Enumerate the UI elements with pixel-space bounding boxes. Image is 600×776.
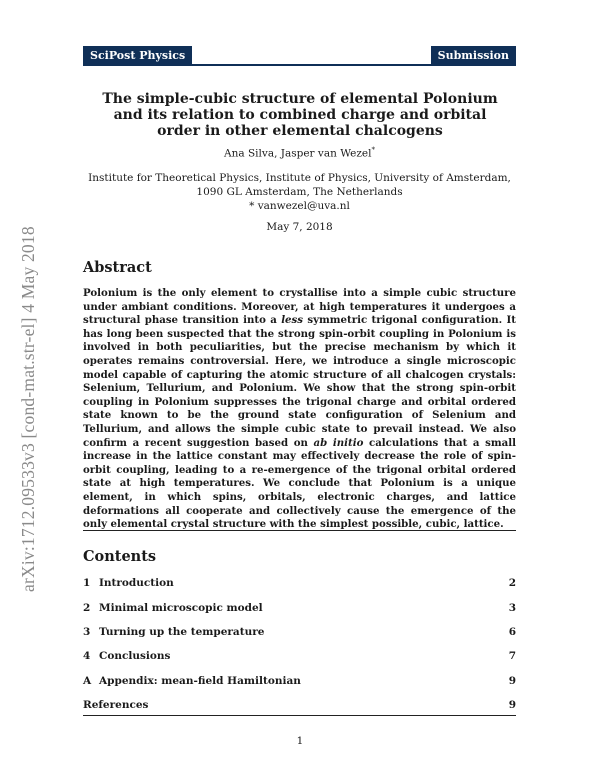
toc-page: 3	[508, 601, 516, 614]
paper-title: The simple-cubic structure of elemental Polonium and its relation to combined charge and orbital order in other elemental chalcogens	[102, 91, 498, 139]
contact-email: * vanwezel@uva.nl	[249, 200, 350, 212]
abstract-body	[83, 287, 516, 532]
paper-date: May 7, 2018	[266, 221, 333, 233]
toc-entry-model[interactable]	[83, 595, 516, 619]
abstract-heading: Abstract	[83, 259, 152, 276]
affiliation-line-1: Institute for Theoretical Physics, Institute of Physics, University of Amsterdam,	[88, 172, 511, 184]
journal-badge: SciPost Physics	[83, 46, 192, 66]
abstract-part-1: Polonium is the only element to crystallise into a simple cubic structure under ambiant conditions. Moreover, at high temperatures it undergoes a structural phase transition into a	[83, 287, 516, 327]
toc-page: 2	[508, 577, 516, 590]
abstract-emphasis-2: ab initio	[313, 436, 364, 449]
toc-title: Turning up the temperature	[99, 625, 265, 638]
toc-entry-appendix[interactable]	[83, 669, 516, 693]
affiliation	[83, 171, 516, 213]
abstract-emphasis-1: less	[281, 314, 304, 327]
toc-number: 4	[83, 650, 91, 663]
affiliation-line-2: 1090 GL Amsterdam, The Netherlands	[196, 186, 403, 198]
toc-title: Appendix: mean-field Hamiltonian	[99, 674, 301, 687]
toc-number: 3	[83, 625, 91, 638]
toc-title: Introduction	[99, 577, 174, 590]
table-of-contents	[83, 571, 516, 717]
page-number: 1	[296, 735, 304, 747]
toc-title: Conclusions	[99, 650, 171, 663]
toc-entry-references[interactable]	[83, 693, 516, 717]
toc-number: 1	[83, 577, 91, 590]
toc-entry-temperature[interactable]	[83, 620, 516, 644]
contents-rule	[83, 715, 516, 716]
arxiv-stamp: arXiv:1712.09533v3 [cond-mat.str-el] 4 May 2018	[18, 226, 38, 592]
toc-page: 9	[508, 699, 516, 712]
toc-title: Minimal microscopic model	[99, 601, 263, 614]
toc-entry-introduction[interactable]	[83, 571, 516, 595]
abstract-part-3: calculations that a small increase in the lattice constant may effectively decrease the role of spin-orbit coupling, leading to a re-emergence of the trigonal orbital ordered state at high temperatures. We conclude that Polonium is a unique element, in which spins, orbitals, electronic charges, and lattice deformations all cooperate and collectively cause the emergence of the only elemental crystal structure with the simplest possible, cubic, lattice.	[83, 436, 516, 531]
authors	[83, 146, 516, 160]
abstract-rule	[83, 530, 516, 531]
author-names: Ana Silva, Jasper van Wezel	[224, 147, 372, 160]
toc-page: 9	[508, 674, 516, 687]
header-rule	[83, 64, 516, 66]
abstract-part-2: symmetric trigonal configuration. It has long been suspected that the strong spin-orbit coupling in Polonium is involved in both peculiarities, but the precise mechanism by which it operates remains controversial. Here, we introduce a single microscopic model capable of capturing the atomic structure of all chalcogen crystals: Selenium, Tellurium, and Polonium. We show that the strong spin-orbit coupling in Polonium suppresses the trigonal charge and orbital ordered state known to be the ground state configuration of Selenium and Tellurium, and allows the simple cubic state to prevail instead. We also confirm a recent suggestion based on	[83, 314, 517, 449]
toc-entry-conclusions[interactable]	[83, 644, 516, 668]
author-footnote-mark: *	[371, 146, 375, 154]
toc-title: References	[83, 699, 149, 712]
toc-number: 2	[83, 601, 91, 614]
toc-page: 7	[508, 650, 516, 663]
toc-number: A	[83, 674, 92, 687]
contents-heading: Contents	[83, 548, 157, 565]
toc-page: 6	[508, 625, 516, 638]
status-badge: Submission	[431, 46, 516, 66]
